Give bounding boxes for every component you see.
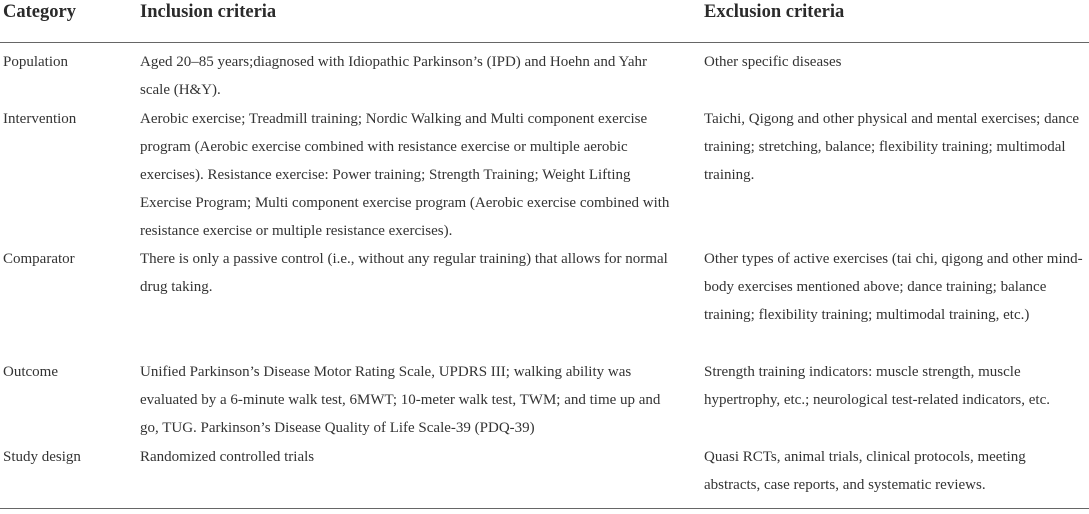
row-category: Intervention xyxy=(3,111,77,127)
row-category: Study design xyxy=(3,449,81,465)
row-category: Comparator xyxy=(3,251,75,267)
row-exclusion: Other specific diseases xyxy=(704,54,842,70)
row-exclusion: Other types of active exercises (tai chi, qigong and other mind-body exercises mentioned above; dance training; balance training; flexibility training; multimodal training, etc.) xyxy=(704,251,1083,323)
header-exclusion-criteria: Exclusion criteria xyxy=(704,2,845,22)
header-inclusion-criteria: Inclusion criteria xyxy=(140,2,277,22)
table-bottom-rule xyxy=(0,508,1089,509)
row-inclusion: Aerobic exercise; Treadmill training; Nordic Walking and Multi component exercise program (Aerobic exercise combined with resistance exercise or multiple aerobic exercises). Resistance exercise: Power training; Strength Training; Weight Lifting Exercise Program; Multi component exercise program (Aerobic exercise combined with resistance exercise or multiple resistance exercises). xyxy=(140,111,670,239)
row-inclusion: There is only a passive control (i.e., without any regular training) that allows for normal drug taking. xyxy=(140,251,668,295)
row-inclusion: Unified Parkinson’s Disease Motor Rating Scale, UPDRS III; walking ability was evaluated by a 6-minute walk test, 6MWT; 10-meter walk test, TWM; and time up and go, TUG. Parkinson’s Disease Quality of Life Scale-39 (PDQ-39) xyxy=(140,364,661,436)
row-inclusion: Aged 20–85 years;diagnosed with Idiopathic Parkinson’s (IPD) and Hoehn and Yahr scale (H&Y). xyxy=(140,54,648,98)
row-exclusion: Strength training indicators: muscle strength, muscle hypertrophy, etc.; neurological test-related indicators, etc. xyxy=(704,364,1050,408)
header-category: Category xyxy=(3,2,76,22)
row-category: Population xyxy=(3,54,69,70)
row-inclusion: Randomized controlled trials xyxy=(140,449,315,465)
row-category: Outcome xyxy=(3,364,58,380)
row-exclusion: Taichi, Qigong and other physical and mental exercises; dance training; stretching, balance; flexibility training; multimodal training. xyxy=(704,111,1080,183)
row-exclusion: Quasi RCTs, animal trials, clinical protocols, meeting abstracts, case reports, and systematic reviews. xyxy=(704,449,1026,493)
table-header-row xyxy=(0,0,1089,43)
